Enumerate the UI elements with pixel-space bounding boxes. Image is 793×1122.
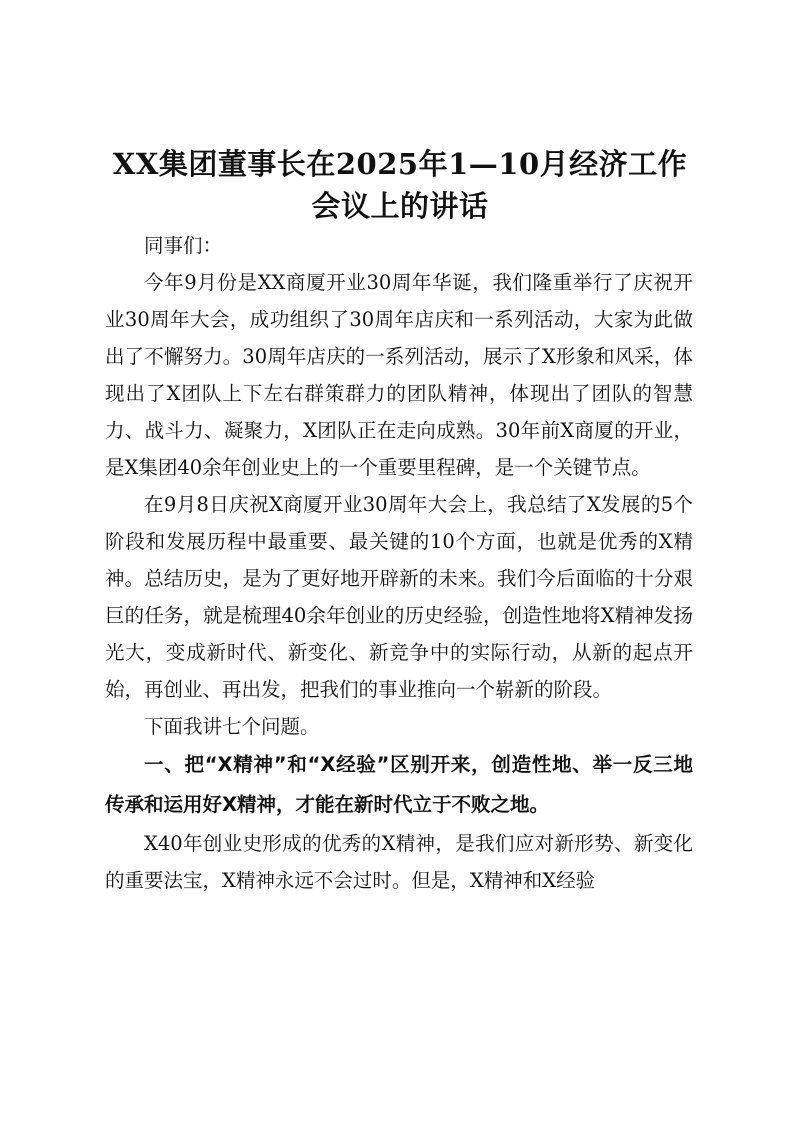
section-heading: 一、把“X精神”和“X经验”区别开来，创造性地、举一反三地传承和运用好X精神，才能在新时代立于不败之地。 [105, 753, 693, 816]
document-body [105, 227, 693, 899]
salutation: 同事们： [144, 234, 223, 257]
body-paragraph: 在9月8日庆祝X商厦开业30周年大会上，我总结了X发展的5个阶段和发展历程中最重要、最关键的10个方面，也就是优秀的X精神。总结历史，是为了更好地开辟新的未来。我们今后面临的十分艰巨的任务，就是梳理40余年创业的历史经验，创造性地将X精神发扬光大，变成新时代、新变化、新竞争中的实际行动，从新的起点开始，再创业、再出发，把我们的事业推向一个崭新的阶段。 [105, 493, 693, 701]
body-paragraph: X40年创业史形成的优秀的X精神，是我们应对新形势、新变化的重要法宝，X精神永远不会过时。但是，X精神和X经验 [105, 832, 693, 892]
document-title: XX集团董事长在2025年1—10月经济工作会议上的讲话 [112, 147, 688, 223]
body-paragraph: 今年9月份是XX商厦开业30周年华诞，我们隆重举行了庆祝开业30周年大会，成功组织了30周年店庆和一系列活动，大家为此做出了不懈努力。30周年店庆的一系列活动，展示了X形象和风采，体现出了X团队上下左右群策群力的团队精神，体现出了团队的智慧力、战斗力、凝聚力，X团队正在走向成熟。30年前X商厦的开业，是X集团40余年创业史上的一个重要里程碑，是一个关键节点。 [105, 271, 693, 479]
body-paragraph: 下面我讲七个问题。 [144, 715, 320, 738]
